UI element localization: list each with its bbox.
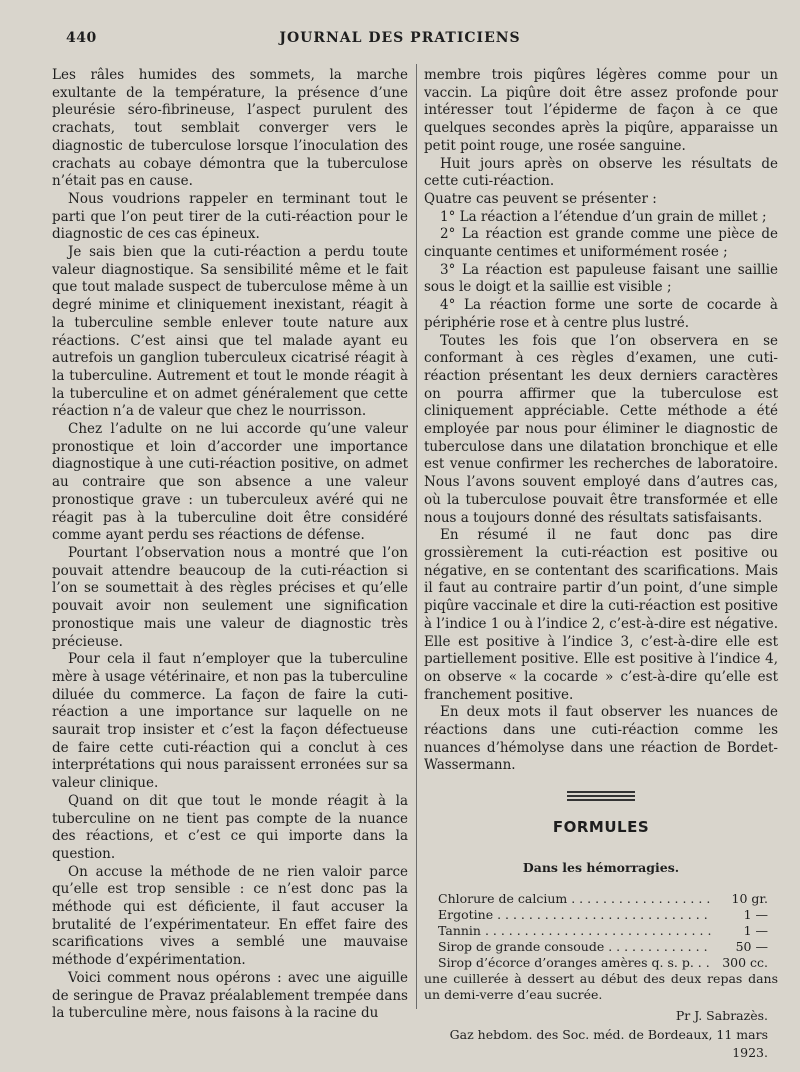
cases-intro: Quatre cas peuvent se présenter :	[424, 190, 657, 207]
paragraph: Quand on dit que tout le monde réagit à la tuberculine on ne tient pas compte de la nuance des réactions, et c’est ce qui importe dans la question.	[52, 792, 408, 862]
ingredient-row	[424, 923, 778, 939]
ingredient-row	[424, 891, 778, 907]
author-signature: Pr J. Sabrazès.	[675, 1007, 768, 1023]
paragraph: En deux mots il faut observer les nuances de réactions dans une cuti-réaction comme les nuances d’hémolyse dans une réaction de Bordet-Wassermann.	[424, 704, 778, 774]
paragraph: Je sais bien que la cuti-réaction a perdu toute valeur diagnostique. Sa sensibilité même et le fait que tout malade suspect de tuberculose même à un degré minime et cliniquement inexistant, réagit à la tuberculine semble enlever toute nature aux réactions. C’est ainsi que tel malade ayant eu autrefois un ganglion tuberculeux cicatrisé réagit à la tuberculine. Autrement et tout le monde réagit à la tuberculine et on admet généralement que cette réaction n’a de valeur que chez le nourrisson.	[52, 244, 408, 420]
ingredient-name: Ergotine . . .	[438, 907, 712, 923]
paragraph: Chez l’adulte on ne lui accorde qu’une valeur pronostique et loin d’accorder une importance diagnostique à une cuti-réaction positive, on admet au contraire que son absence a une valeur pronostique grave : un tuberculeux avéré qui ne réagit pas à la tuberculine doit être considéré comme ayant perdu ses réactions de défense.	[52, 421, 408, 544]
ingredient-row	[424, 955, 778, 971]
paragraph: Les râles humides des sommets, la marche exultante de la température, la présence d’une pleurésie séro-fibrineuse, l’aspect purulent des crachats, tout semblait converger vers le diagnostic de tuberculose lorsque l’inoculation des crachats au cobaye démontra que la tuberculose n’était pas en cause.	[52, 67, 408, 190]
paragraph: Nous voudrions rappeler en terminant tout le parti que l’on peut tirer de la cuti-réaction pour le diagnostic de ces cas épineux.	[52, 190, 408, 243]
running-title: JOURNAL DES PRATICIENS	[279, 30, 521, 46]
paragraph: membre trois piqûres légères comme pour un vaccin. La piqûre doit être assez profonde pour intéresser tout l’épiderme de façon à ce que quelques secondes après la piqûre, apparaisse un petit point rouge, une rosée sanguine.	[424, 67, 778, 154]
ingredient-dose: 10 gr.	[731, 890, 768, 906]
formula-subheading: Dans les hémorragies.	[522, 859, 680, 875]
case-item: 2° La réaction est grande comme une pièce de cinquante centimes et uniformément rosée ;	[424, 226, 778, 261]
paragraph: Voici comment nous opérons : avec une aiguille de seringue de Pravaz préalablement trempée dans la tuberculine mère, nous faisons à la racine du	[52, 969, 408, 1022]
paragraph: Pourtant l’observation nous a montré que l’on pouvait attendre beaucoup de la cuti-réaction si l’on se soumettait à des règles précises et qu’elle pouvait avoir non seulement une signification pronostique mais une valeur de diagnostic très précieuse.	[52, 544, 408, 650]
paragraph: Huit jours après on observe les résultats de cette cuti-réaction.	[424, 155, 778, 190]
ingredient-dose: 1 —	[743, 906, 768, 922]
recipe	[424, 891, 778, 1003]
ingredient-name: Sirop d’écorce d’oranges amères q. s. p. . . .	[438, 955, 712, 971]
section-separator	[567, 791, 635, 801]
ingredient-dose: 50 —	[735, 938, 768, 954]
ingredient-name: Chlorure de calcium . . .	[438, 891, 712, 907]
paragraph: On accuse la méthode de ne rien valoir parce qu’elle est trop sensible : ce n’est donc pas la méthode qui est déficiente, il faut accuser la brutalité de l’expérimentateur. En effet faire des scarifications vives a semblé une mauvaise méthode d’expérimentation.	[52, 863, 408, 969]
paragraph: Pour cela il faut n’employer que la tuberculine mère à usage vétérinaire, et non pas la tuberculine diluée du commerce. La façon de faire la cuti-réaction a une importance sur laquelle on ne saurait trop insister et c’est la façon défectueuse de faire cette cuti-réaction qui a conclut à ces interprétations qui nous paraissent erronées sur sa valeur clinique.	[52, 651, 408, 792]
left-column	[52, 67, 408, 1023]
paragraph: En résumé il ne faut donc pas dire grossièrement la cuti-réaction est positive ou négative, en se contentant des scarifications. Mais il faut au contraire partir d’un point, d’une simple piqûre vaccinale et dire la cuti-réaction est positive à l’indice 1 ou à l’indice 2, c’est-à-dire est négative. Elle est positive à l’indice 3, c’est-à-dire elle est partiellement positive. Elle est positive à l’indice 4, on observe « la cocarde » c’est-à-dire qu’elle est franchement positive.	[424, 527, 778, 703]
source-citation: Gaz hebdom. des Soc. méd. de Bordeaux, 11 mars 1923.	[449, 1027, 768, 1060]
ingredient-name: Sirop de grande consoude . . .	[438, 939, 712, 955]
ingredient-dose: 300 cc.	[722, 954, 768, 970]
right-column	[424, 67, 778, 1062]
recipe-instructions: une cuillerée à dessert au début des deux repas dans un demi-verre d’eau sucrée.	[424, 970, 778, 1002]
paragraph: Toutes les fois que l’on observera en se conformant à ces règles d’examen, une cuti-réaction présentant les deux derniers caractères on pourra affirmer que la tuberculose est cliniquement appréciable. Cette méthode a été employée par nous pour éliminer le diagnostic de tuberculose dans une dilatation bronchique et elle est venue confirmer les recherches de laboratoire. Nous l’avons souvent employé dans d’autres cas, où la tuberculose pouvait être transformée et elle nous a toujours donné des résultats satisfaisants.	[424, 332, 778, 526]
case-item: 3° La réaction est papuleuse faisant une saillie sous le doigt et la saillie est visible ;	[424, 261, 778, 296]
ingredient-row	[424, 907, 778, 923]
formules-heading: FORMULES	[552, 818, 650, 837]
column-divider	[416, 64, 417, 1009]
case-item: 4° La réaction forme une sorte de cocarde à périphérie rose et à centre plus lustré.	[424, 297, 778, 331]
case-item: 1° La réaction a l’étendue d’un grain de millet ;	[440, 208, 767, 225]
page-number: 440	[66, 30, 97, 46]
ingredient-row	[424, 939, 778, 955]
ingredient-name: Tannin . . .	[438, 923, 712, 939]
ingredient-dose: 1 —	[743, 922, 768, 938]
